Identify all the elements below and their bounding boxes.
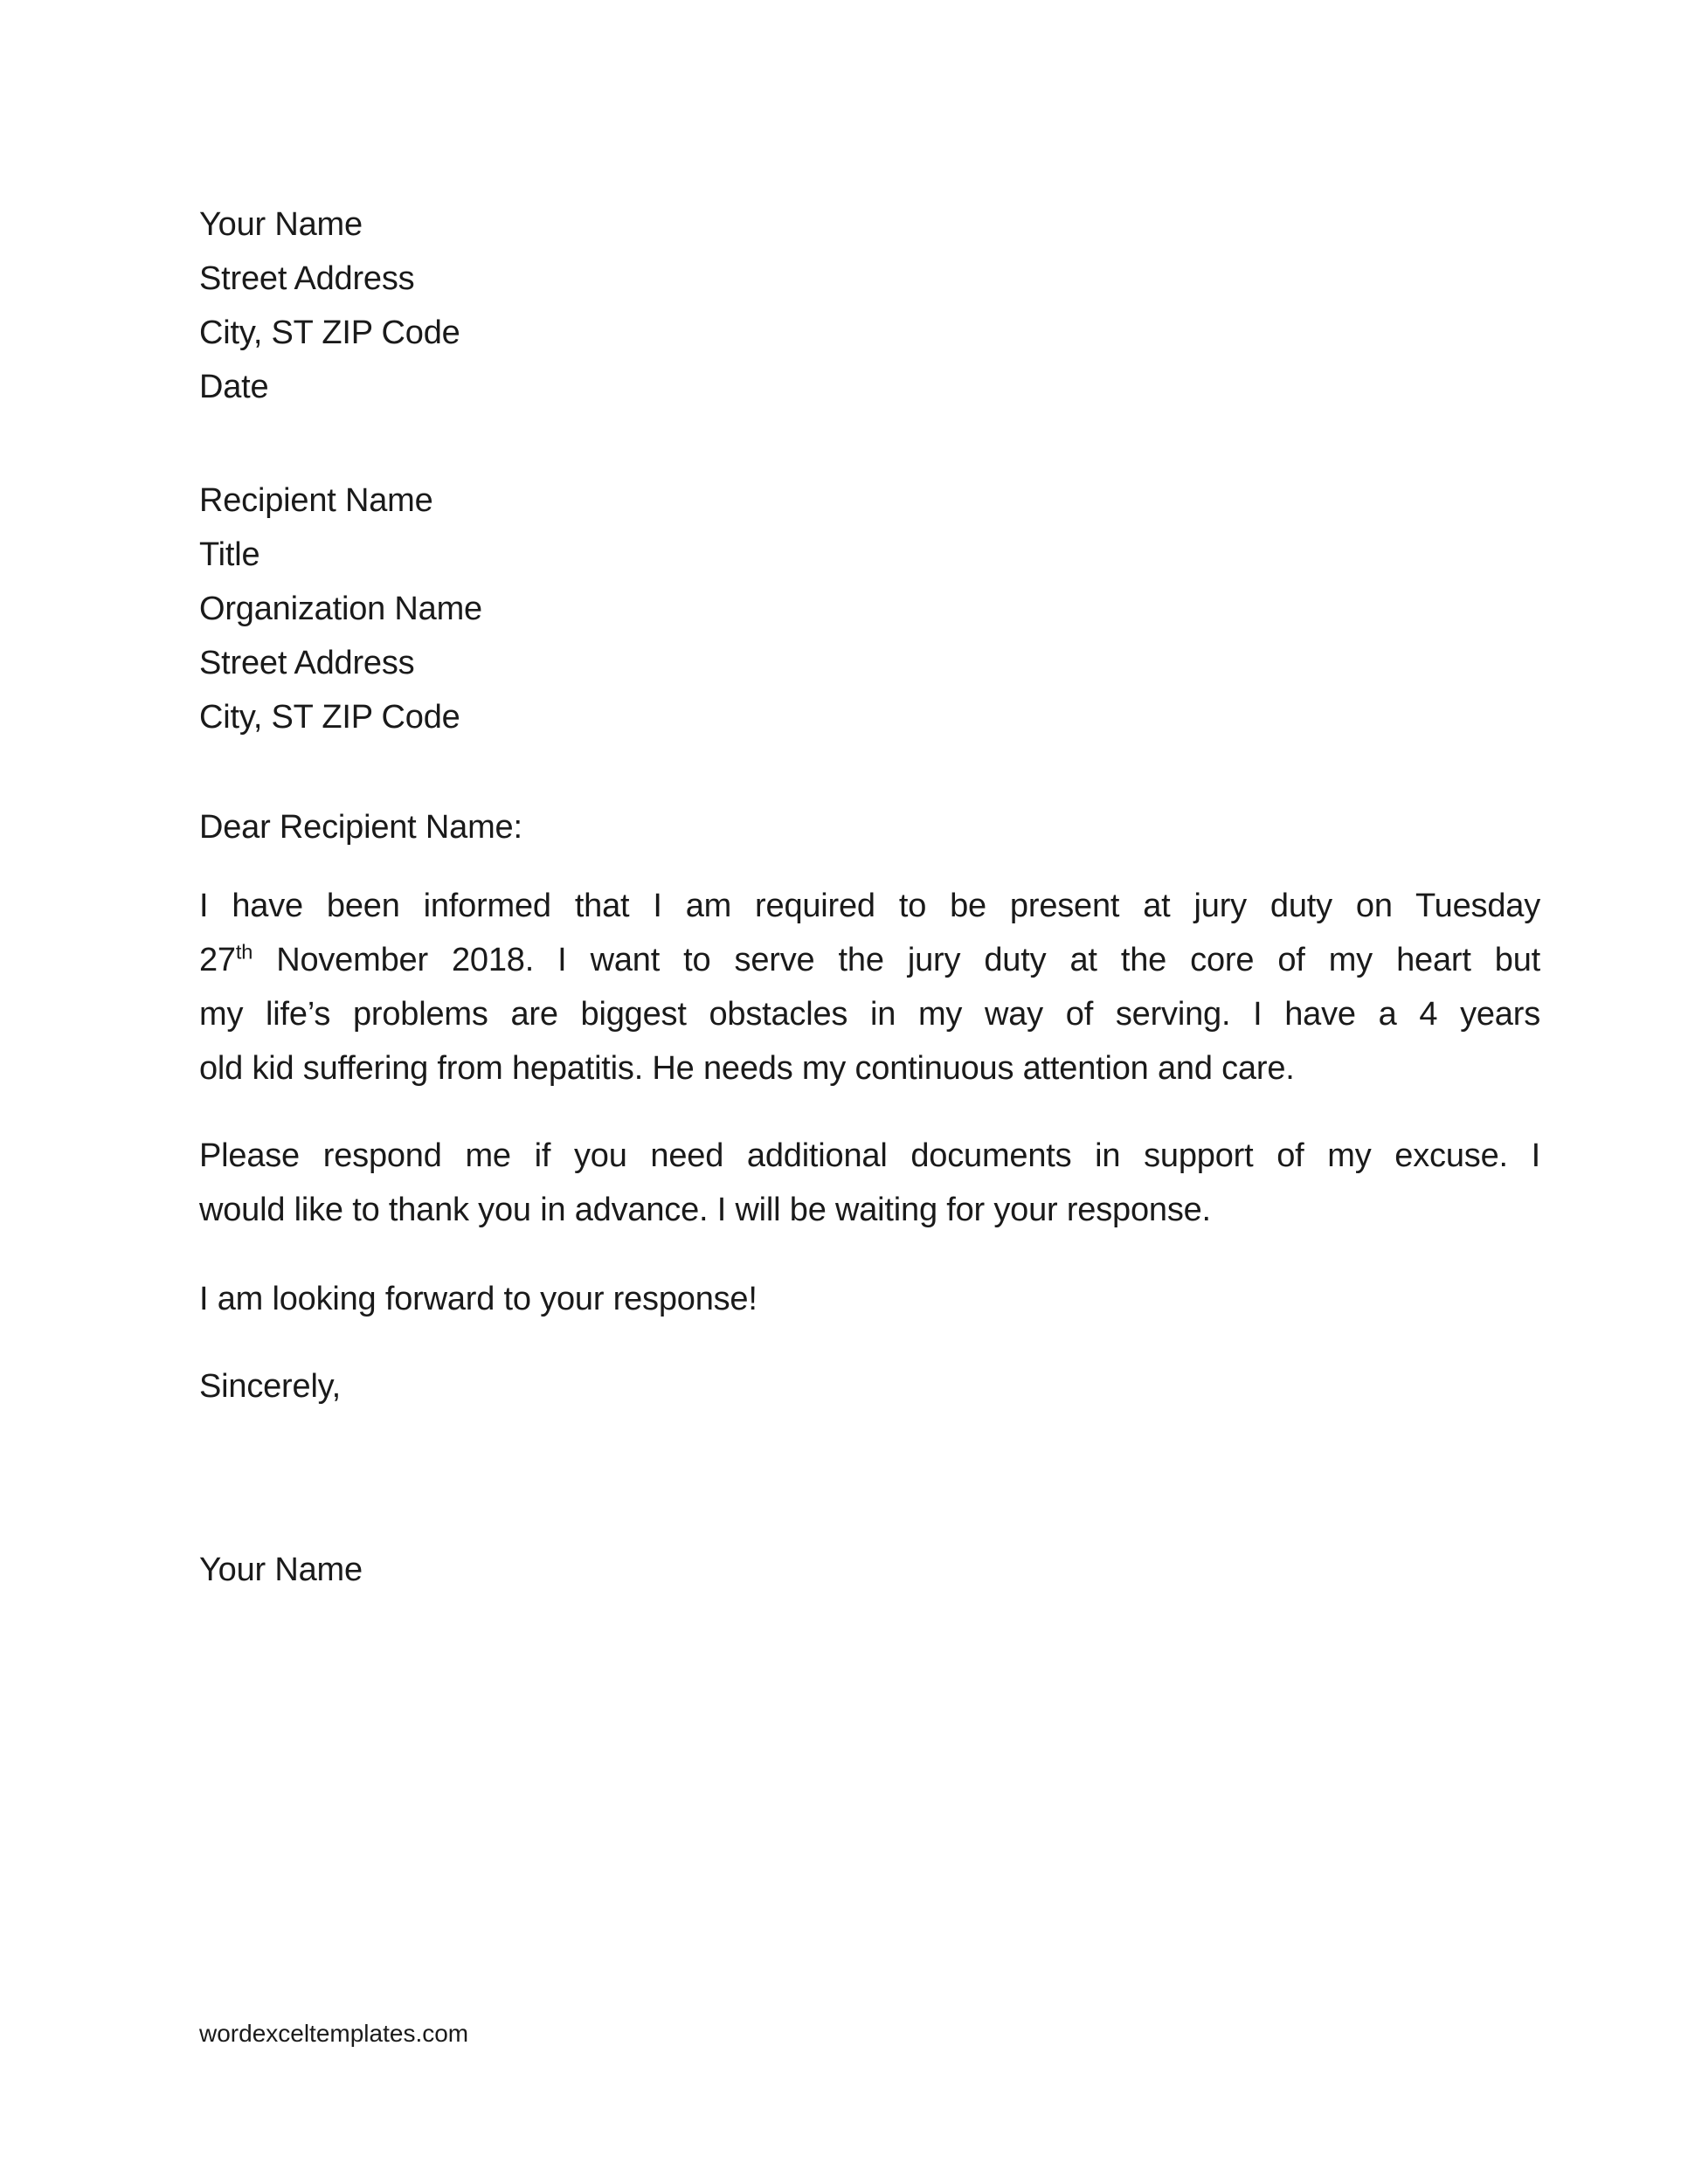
footer-website: wordexceltemplates.com: [199, 2020, 469, 2047]
sender-name-line: Your Name: [199, 206, 363, 243]
signature-block: [199, 1543, 1540, 1597]
body-paragraph-1: [199, 879, 1540, 1095]
paragraph-1-line-2-rest: November 2018. I want to serve the jury duty at the core of my heart but: [253, 942, 1540, 978]
sender-street-line: Street Address: [199, 260, 415, 297]
recipient-name-line: Recipient Name: [199, 482, 433, 519]
paragraph-2-line-2: would like to thank you in advance. I will be waiting for your response.: [199, 1192, 1211, 1228]
recipient-block: [199, 473, 1540, 744]
valediction-block: [199, 1359, 1540, 1413]
date-number: 27: [199, 942, 236, 978]
salutation-line: Dear Recipient Name:: [199, 809, 522, 846]
recipient-organization-line: Organization Name: [199, 591, 482, 627]
sender-block: [199, 197, 1540, 414]
sender-date-line: Date: [199, 369, 269, 405]
recipient-city-line: City, ST ZIP Code: [199, 699, 460, 736]
paragraph-1-line-2: [199, 933, 1540, 987]
closing-line: I am looking forward to your response!: [199, 1281, 758, 1317]
paragraph-1-line-1: I have been informed that I am required to be present at jury duty on Tuesday: [199, 888, 1540, 924]
closing-line-block: [199, 1272, 1540, 1326]
recipient-title-line: Title: [199, 536, 260, 573]
footer: [199, 2018, 468, 2049]
ordinal-superscript: th: [235, 940, 253, 964]
paragraph-2-line-1: Please respond me if you need additional documents in support of my excuse. I: [199, 1137, 1540, 1174]
salutation: [199, 800, 1540, 854]
paragraph-1-line-3: my life’s problems are biggest obstacles in my way of serving. I have a 4 years: [199, 996, 1540, 1033]
signature-name: Your Name: [199, 1552, 363, 1588]
sender-city-line: City, ST ZIP Code: [199, 314, 460, 351]
valediction: Sincerely,: [199, 1368, 342, 1405]
recipient-street-line: Street Address: [199, 645, 415, 681]
paragraph-1-line-4: old kid suffering from hepatitis. He needs my continuous attention and care.: [199, 1050, 1295, 1087]
body-paragraph-2: [199, 1129, 1540, 1237]
